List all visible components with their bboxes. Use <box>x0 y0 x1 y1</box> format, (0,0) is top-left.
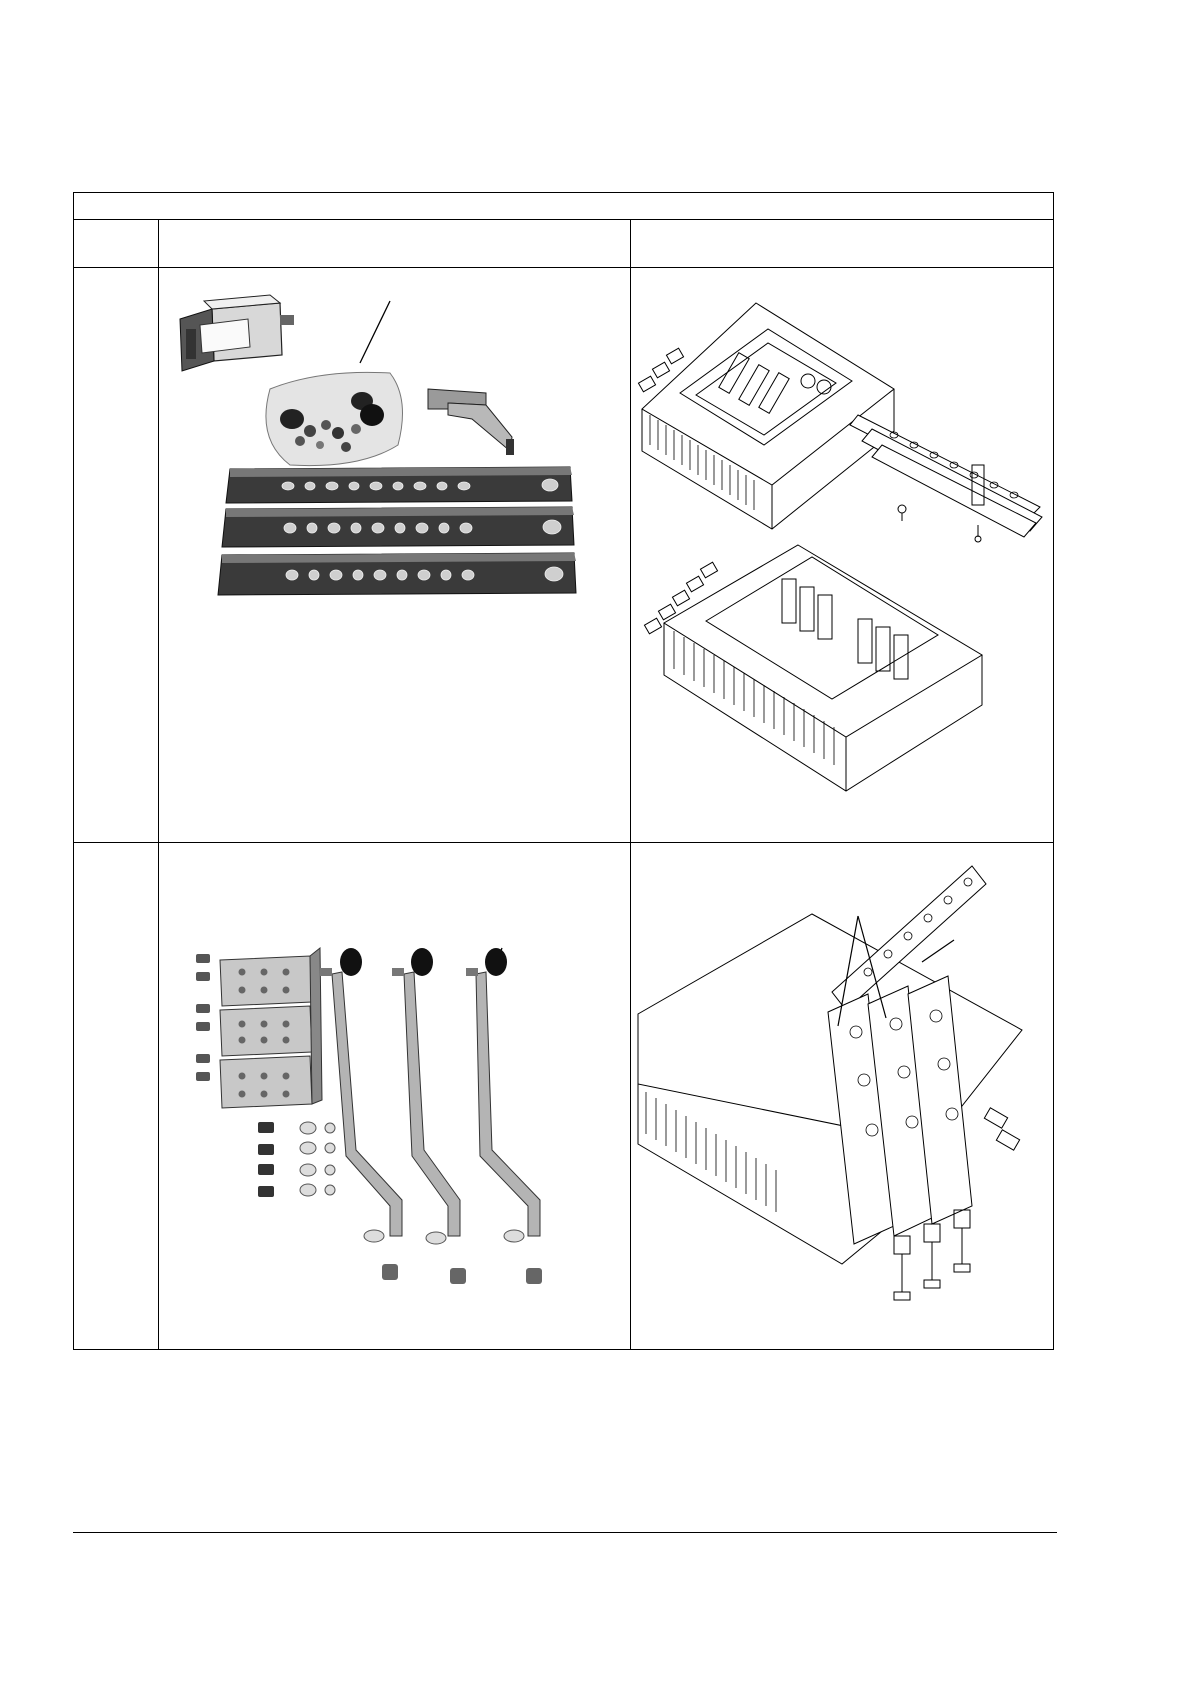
row-1-id <box>80 273 152 303</box>
header-col-2 <box>166 225 626 263</box>
footer <box>73 1540 1057 1560</box>
support-bar-2 <box>392 948 466 1284</box>
busbar-kit-photo <box>160 269 629 841</box>
col-1-rule <box>158 219 159 1349</box>
assembly-drawing-upper <box>638 303 1042 542</box>
support-bar-3 <box>466 948 542 1284</box>
busbar-assembly-drawings <box>632 269 1051 841</box>
header-col-1 <box>80 225 152 263</box>
nuts-and-washers <box>258 1122 335 1197</box>
bracket-plates <box>828 976 972 1244</box>
table-title <box>80 197 1040 217</box>
support-bar-1 <box>320 948 402 1280</box>
row-2-id <box>80 848 152 878</box>
terminal-cover-part <box>180 295 294 371</box>
callout-line <box>360 301 390 363</box>
row-1-rule <box>74 842 1053 843</box>
footer-rule <box>73 1532 1057 1533</box>
mounting-screws <box>196 954 210 1081</box>
header-col-3 <box>636 225 1046 263</box>
header-row-rule <box>74 267 1053 268</box>
component-table <box>73 192 1054 1350</box>
bracket-assembly-drawing <box>632 844 1051 1349</box>
bracket-kit-photo <box>160 844 629 1349</box>
title-row-rule <box>74 219 1053 220</box>
assembly-drawing-lower <box>644 545 982 791</box>
callout-line-3 <box>922 940 954 962</box>
bent-bracket <box>428 389 514 455</box>
angle-brackets <box>220 948 322 1108</box>
hardware-bag <box>266 372 403 465</box>
col-2-rule <box>630 219 631 1349</box>
drive-module-outline <box>638 914 1022 1264</box>
